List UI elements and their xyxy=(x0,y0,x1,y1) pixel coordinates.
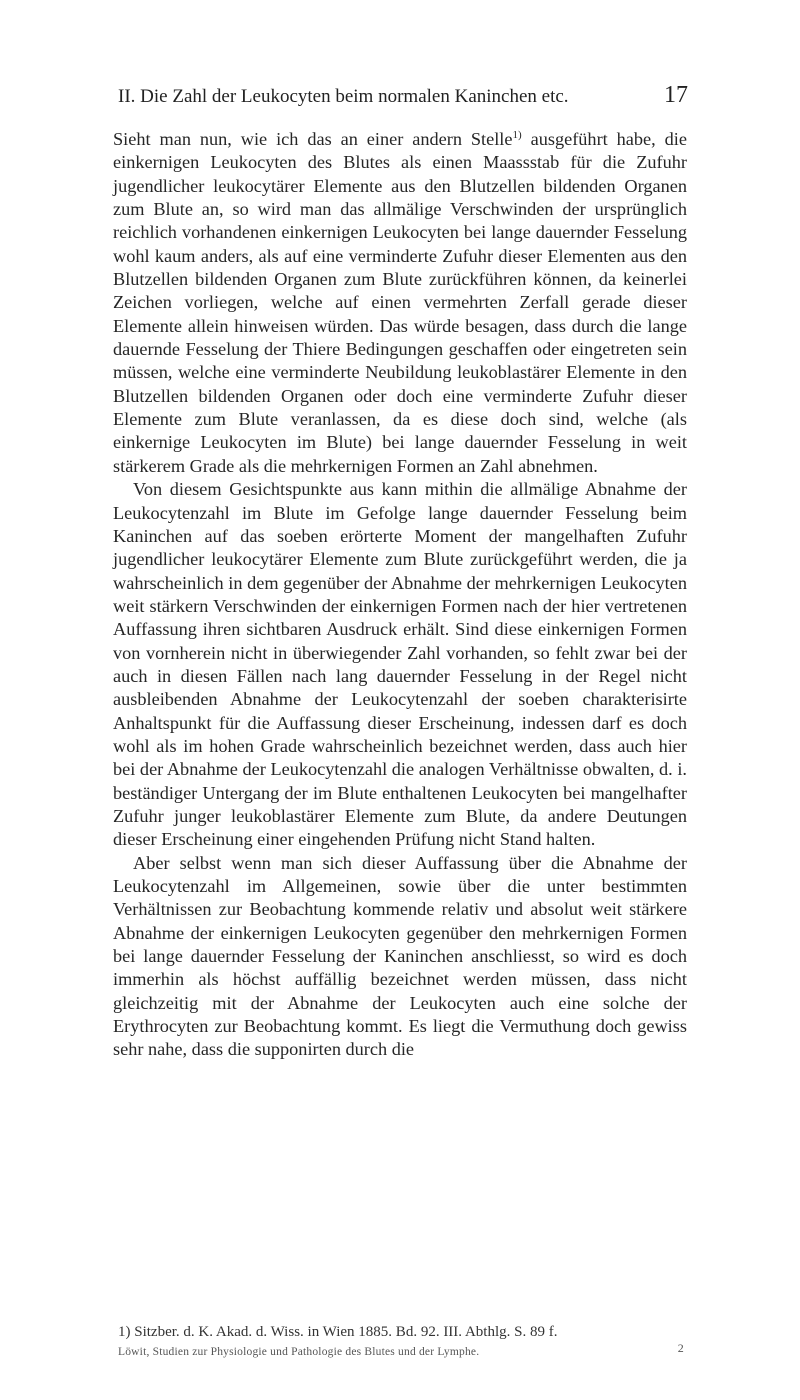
footnote-reference: 1) xyxy=(512,129,522,141)
paragraph-1-text-rest: ausgeführt habe, die einkernigen Leukocyten des Blutes als einen Maassstab für die Zufuhr jugendlicher leukocytärer Elemente aus den Blutzellen bildenden Organen zum Blute an, so wird man das allmälige Verschwinden der ursprünglich reichlich vorhandenen einkernigen Leukocyten bei lange dauernder Fesselung wohl kaum anders, als auf eine verminderte Zufuhr dieser Elementen aus den Blutzellen bildenden Organen zum Blute zurückführen können, da keinerlei Zeichen vorliegen, welche auf einen vermehrten Zerfall gerade dieser Elemente allein hinweisen würden. Das würde besagen, dass durch die lange dauernde Fesselung der Thiere Bedingungen geschaffen oder eingetreten sein müssen, welche eine verminderte Neubildung leukoblastärer Elemente in den Blutzellen bildenden Organen oder doch eine verminderte Zufuhr dieser Elemente zum Blute veranlassen, da es diese doch sind, welche (als einkernige Leukocyten im Blute) bei lange dauernder Fesselung in weit stärkerem Grade als die mehrkernigen Formen an Zahl abnehmen. xyxy=(113,129,687,476)
paragraph-2: Von diesem Gesichtspunkte aus kann mithin die allmälige Abnahme der Leukocytenzahl im Blute im Gefolge lange dauernder Fesselung beim Kaninchen auf das soeben erörterte Moment der mangelhaften Zufuhr jugendlicher leukocytärer Elemente zum Blute zurückgeführt werden, die ja wahrscheinlich in dem gegenüber der Abnahme der mehrkernigen Leukocyten weit stärkern Verschwinden der einkernigen Formen nach der hier vertretenen Auffassung ihren sichtbaren Ausdruck erhält. Sind diese einkernigen Formen von vornherein nicht in überwiegender Zahl vorhanden, so fehlt zwar bei der auch in diesen Fällen nach lang dauernder Fesselung in der Regel nicht ausbleibenden Abnahme der Leukocytenzahl der soeben charakterisirte Anhaltspunkt für die Auffassung dieser Erscheinung, indessen darf es doch wohl als im hohen Grade wahrscheinlich bezeichnet werden, dass auch hier bei der Abnahme der Leukocytenzahl die analogen Verhältnisse obwalten, d. i. beständiger Untergang der im Blute enthaltenen Leukocyten bei mangelhafter Zufuhr junger leukoblastärer Elemente zum Blute, da andere Deutungen dieser Erscheinung einer eingehenden Prüfung nicht Stand halten. xyxy=(113,479,687,850)
printer-line xyxy=(118,1341,684,1362)
paragraph-1-text-start: Sieht man nun, wie ich das an einer andern Stelle xyxy=(113,129,513,149)
paragraph-3: Aber selbst wenn man sich dieser Auffassung über die Abnahme der Leukocytenzahl im Allgemeinen, sowie über die unter bestimmten Verhältnissen zur Beobachtung kommende relativ und absolut weit stärkere Abnahme der einkernigen Leukocyten gegenüber den mehrkernigen Formen bei lange dauernder Fesselung der Kaninchen anschliesst, so wird es doch immerhin als höchst auffällig bezeichnet werden müssen, dass nicht gleichzeitig mit der Abnahme der Leukocyten auch eine solche der Erythrocyten zur Beobachtung kommt. Es liegt die Vermuthung doch gewiss sehr nahe, dass die supponirten durch die xyxy=(113,852,687,1060)
printer-line-text: Löwit, Studien zur Physiologie und Pathologie des Blutes und der Lymphe. xyxy=(118,1346,480,1358)
body-text xyxy=(113,128,687,1062)
sheet-signature: 2 xyxy=(677,1341,684,1355)
page-number: 17 xyxy=(664,82,688,108)
chapter-title: II. Die Zahl der Leukocyten beim normalen Kaninchen etc. xyxy=(118,86,569,107)
running-head xyxy=(118,82,688,112)
paragraph-1 xyxy=(113,128,687,478)
footnote-1: 1) Sitzber. d. K. Akad. d. Wiss. in Wien 1885. Bd. 92. III. Abthlg. S. 89 f. xyxy=(118,1324,558,1340)
